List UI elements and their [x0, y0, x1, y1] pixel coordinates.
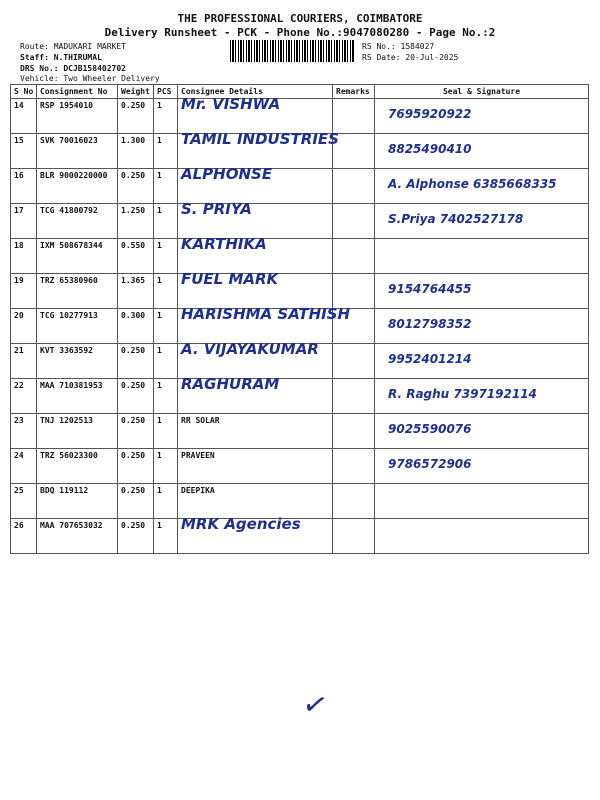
vehicle-label: Vehicle: Two Wheeler Delivery	[20, 74, 160, 83]
rs-no-label: RS No.: 1584027	[362, 42, 435, 51]
pcs-cell: 1	[154, 519, 178, 554]
consignee-cell	[178, 414, 333, 449]
signature-handwritten: 7695920922	[388, 107, 472, 121]
sno-cell: 25	[11, 484, 37, 519]
table-row	[11, 99, 589, 134]
remarks-cell	[333, 239, 375, 274]
consignment-cell: TRZ 65380960	[37, 274, 118, 309]
consignment-cell: MAA 710381953	[37, 379, 118, 414]
pcs-cell: 1	[154, 274, 178, 309]
signature-cell	[375, 449, 589, 484]
sno-cell: 14	[11, 99, 37, 134]
sno-cell: 21	[11, 344, 37, 379]
consignee-cell	[178, 305, 351, 344]
signature-cell	[375, 99, 589, 134]
signature-handwritten: 8825490410	[388, 142, 472, 156]
col-consignee: Consignee Details	[178, 85, 333, 99]
sno-cell: 24	[11, 449, 37, 484]
consignment-cell: TCG 41800792	[37, 204, 118, 239]
weight-cell: 1.300	[118, 134, 154, 169]
drs-label: DRS No.: DCJB158402702	[20, 64, 126, 73]
remarks-cell	[333, 344, 375, 379]
signature-handwritten: R. Raghu 7397192114	[388, 387, 537, 401]
signature-cell	[375, 519, 589, 554]
consignment-cell: TRZ 56023300	[37, 449, 118, 484]
table-row	[11, 414, 589, 449]
sno-cell: 20	[11, 309, 37, 344]
weight-cell: 0.250	[118, 169, 154, 204]
col-signature: Seal & Signature	[375, 85, 589, 99]
sno-cell: 19	[11, 274, 37, 309]
signature-handwritten: A. Alphonse 6385668335	[388, 177, 557, 191]
consignment-cell: KVT 3363592	[37, 344, 118, 379]
remarks-cell	[333, 519, 375, 554]
remarks-cell	[333, 169, 375, 204]
pcs-cell: 1	[154, 99, 178, 134]
table-row	[11, 239, 589, 274]
signature-cell	[375, 484, 589, 519]
signature-handwritten: S.Priya 7402527178	[388, 212, 524, 226]
consignee-handwritten: Mr. VISHWA	[181, 95, 281, 113]
signature-handwritten: 8012798352	[388, 317, 472, 331]
consignment-cell: SVK 70016023	[37, 134, 118, 169]
remarks-cell	[333, 99, 375, 134]
consignment-cell: BLR 9000220000	[37, 169, 118, 204]
consignee-cell	[178, 200, 333, 239]
staff-label: Staff: N.THIRUMAL	[20, 53, 102, 62]
consignee-cell	[178, 484, 333, 519]
signature-handwritten: 9025590076	[388, 422, 472, 436]
sheet-title: THE PROFESSIONAL COURIERS, COIMBATORE	[177, 12, 423, 25]
consignee-handwritten: FUEL MARK	[181, 270, 279, 288]
checkmark-icon: ✓	[301, 682, 330, 726]
consignee-handwritten: RAGHURAM	[181, 375, 280, 393]
table-row	[11, 274, 589, 309]
pcs-cell: 1	[154, 484, 178, 519]
consignee-handwritten: MRK Agencies	[181, 515, 301, 533]
col-sno: S No	[11, 85, 37, 99]
pcs-cell: 1	[154, 344, 178, 379]
col-pcs: PCS	[154, 85, 178, 99]
pcs-cell: 1	[154, 204, 178, 239]
sno-cell: 26	[11, 519, 37, 554]
weight-cell: 0.250	[118, 344, 154, 379]
table-row	[11, 519, 589, 554]
consignee-handwritten: A. VIJAYAKUMAR	[181, 340, 319, 358]
consignee-handwritten: TAMIL INDUSTRIES	[181, 130, 339, 148]
signature-cell	[375, 344, 589, 379]
pcs-cell: 1	[154, 309, 178, 344]
pcs-cell: 1	[154, 134, 178, 169]
sheet-subtitle: Delivery Runsheet - PCK - Phone No.:9047080280 - Page No.:2	[104, 26, 496, 39]
table-row	[11, 134, 589, 169]
sno-cell: 18	[11, 239, 37, 274]
remarks-cell	[333, 449, 375, 484]
signature-handwritten: 9786572906	[388, 457, 472, 471]
table-row	[11, 379, 589, 414]
weight-cell: 0.250	[118, 414, 154, 449]
pcs-cell: 1	[154, 379, 178, 414]
consignee-cell	[178, 130, 339, 169]
consignee-handwritten: S. PRIYA	[181, 200, 252, 218]
consignment-cell: TCG 10277913	[37, 309, 118, 344]
signature-cell	[375, 379, 589, 414]
sno-cell: 16	[11, 169, 37, 204]
weight-cell: 0.250	[118, 379, 154, 414]
consignee-cell	[178, 449, 333, 484]
consignee-handwritten: KARTHIKA	[181, 235, 267, 253]
consignee-printed: PRAVEEN	[181, 451, 215, 460]
remarks-cell	[333, 484, 375, 519]
signature-handwritten: 9154764455	[388, 282, 472, 296]
weight-cell: 0.550	[118, 239, 154, 274]
sno-cell: 22	[11, 379, 37, 414]
weight-cell: 0.250	[118, 449, 154, 484]
weight-cell: 0.250	[118, 519, 154, 554]
table-row	[11, 204, 589, 239]
rs-date-label: RS Date: 20-Jul-2025	[362, 53, 459, 62]
route-label: Route: MADUKARI MARKET	[20, 42, 126, 51]
consignment-cell: BDQ 119112	[37, 484, 118, 519]
consignee-handwritten: ALPHONSE	[181, 165, 273, 183]
remarks-cell	[333, 274, 375, 309]
signature-handwritten: 9952401214	[388, 352, 472, 366]
runsheet-table	[10, 84, 589, 554]
weight-cell: 1.250	[118, 204, 154, 239]
consignee-cell	[178, 270, 333, 309]
table-row	[11, 169, 589, 204]
consignee-cell	[178, 340, 333, 379]
consignee-cell	[178, 235, 333, 274]
signature-cell	[375, 239, 589, 274]
consignee-cell	[178, 165, 333, 204]
weight-cell: 1.365	[118, 274, 154, 309]
barcode	[230, 40, 354, 62]
col-weight: Weight	[118, 85, 154, 99]
table-row	[11, 309, 589, 344]
sno-cell: 23	[11, 414, 37, 449]
pcs-cell: 1	[154, 449, 178, 484]
signature-cell	[375, 134, 589, 169]
consignment-cell: RSP 1954010	[37, 99, 118, 134]
signature-cell	[375, 274, 589, 309]
consignment-cell: IXM 508678344	[37, 239, 118, 274]
signature-cell	[375, 309, 589, 344]
consignee-handwritten: HARISHMA SATHISH	[181, 305, 351, 323]
sno-cell: 17	[11, 204, 37, 239]
consignee-cell	[178, 95, 333, 134]
pcs-cell: 1	[154, 414, 178, 449]
col-consignment: Consignment No	[37, 85, 118, 99]
signature-cell	[375, 204, 589, 239]
consignment-cell: MAA 707653032	[37, 519, 118, 554]
col-remarks: Remarks	[333, 85, 375, 99]
weight-cell: 0.250	[118, 484, 154, 519]
table-row	[11, 449, 589, 484]
pcs-cell: 1	[154, 239, 178, 274]
signature-cell	[375, 414, 589, 449]
consignee-printed: RR SOLAR	[181, 416, 220, 425]
sno-cell: 15	[11, 134, 37, 169]
table-row	[11, 344, 589, 379]
remarks-cell	[333, 204, 375, 239]
consignee-printed: DEEPIKA	[181, 486, 215, 495]
consignee-cell	[178, 515, 333, 554]
signature-cell	[375, 169, 589, 204]
remarks-cell	[333, 414, 375, 449]
weight-cell: 0.250	[118, 99, 154, 134]
weight-cell: 0.300	[118, 309, 154, 344]
consignee-cell	[178, 375, 333, 414]
consignment-cell: TNJ 1202513	[37, 414, 118, 449]
pcs-cell: 1	[154, 169, 178, 204]
table-row	[11, 484, 589, 519]
remarks-cell	[333, 379, 375, 414]
